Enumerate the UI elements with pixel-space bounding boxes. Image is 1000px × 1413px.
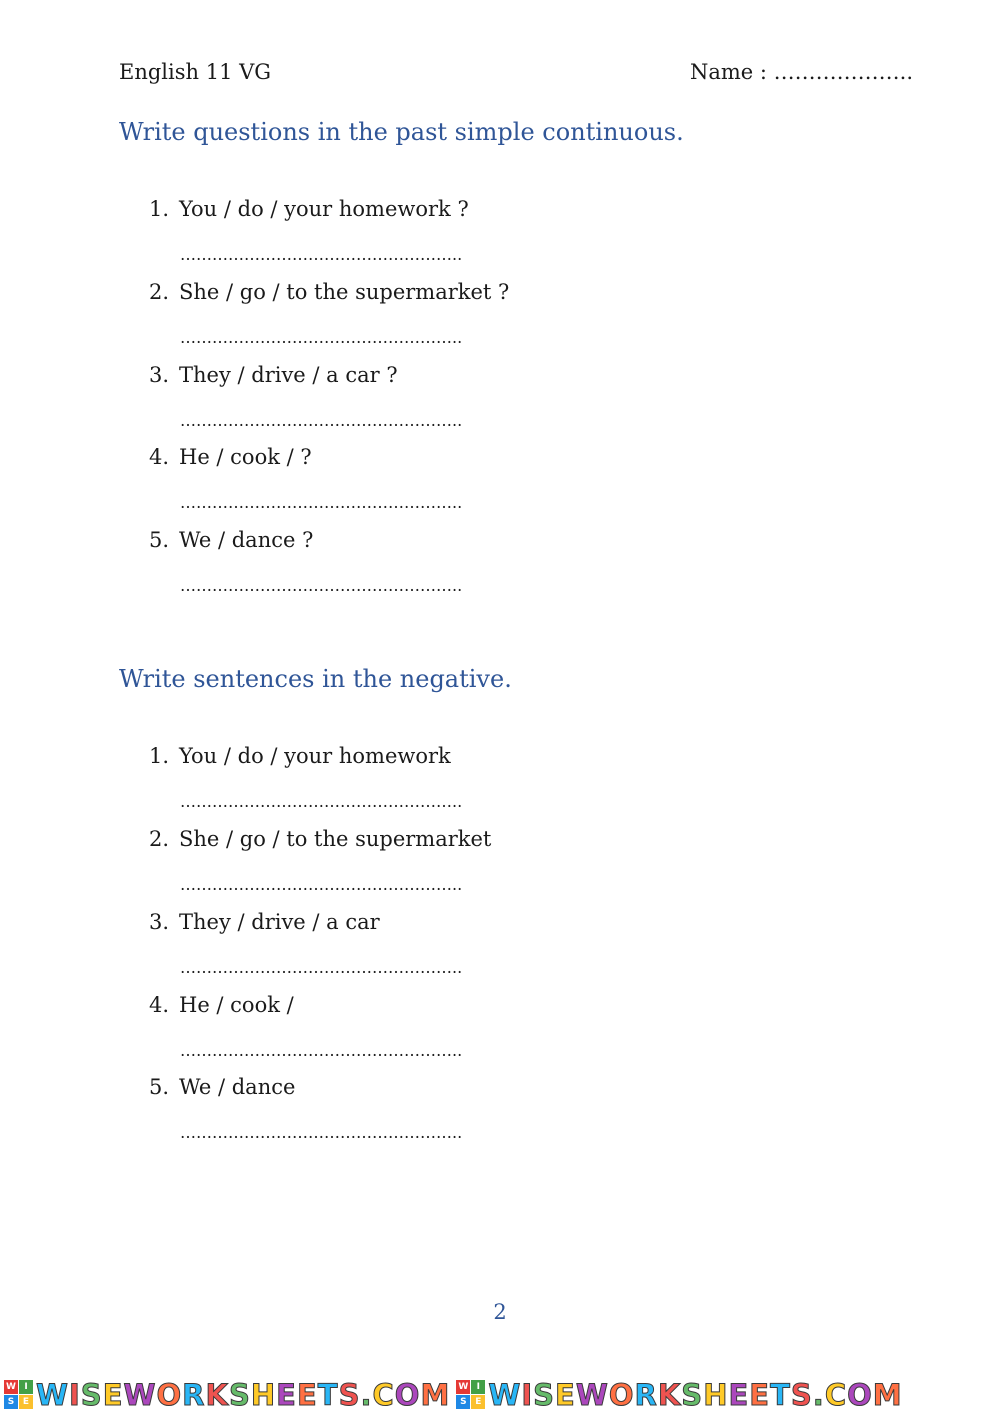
answer-line[interactable]: …………………………………………….. — [180, 1123, 463, 1142]
brand-letter: S — [228, 1377, 251, 1412]
item-number: 3. — [149, 363, 170, 387]
brand-letter: S — [80, 1377, 103, 1412]
brand-letter: O — [394, 1377, 421, 1412]
brand-letter: O — [608, 1377, 635, 1412]
item-text: We / dance — [179, 1075, 296, 1099]
brand-letter: S — [338, 1377, 361, 1412]
brand-letter: E — [102, 1377, 124, 1412]
answer-line[interactable]: …………………………………………….. — [180, 576, 463, 595]
brand-letter: C — [372, 1377, 395, 1412]
course-title: English 11 VG — [119, 60, 272, 84]
answer-line[interactable]: …………………………………………….. — [180, 411, 463, 430]
item-text: We / dance ? — [179, 528, 314, 552]
brand-letter: E — [555, 1377, 576, 1412]
brand-letter: O — [156, 1377, 183, 1412]
brand-letter: S — [533, 1377, 555, 1412]
watermark-unit — [4, 1378, 450, 1412]
item-number: 2. — [149, 280, 170, 304]
item-text: He / cook / ? — [179, 445, 312, 469]
section-1-heading: Write questions in the past simple continuous. — [119, 118, 684, 146]
brand-letter: T — [770, 1377, 791, 1412]
item-text: He / cook / — [179, 993, 294, 1017]
brand-letter: I — [69, 1377, 81, 1412]
answer-line[interactable]: …………………………………………….. — [180, 245, 463, 264]
answer-line[interactable]: …………………………………………….. — [180, 875, 463, 894]
answer-line[interactable]: …………………………………………….. — [180, 958, 463, 977]
logo-icon — [456, 1380, 485, 1409]
item-number: 3. — [149, 910, 170, 934]
answer-line[interactable]: …………………………………………….. — [180, 1041, 463, 1060]
item-text: They / drive / a car ? — [179, 363, 398, 387]
item-text: She / go / to the supermarket ? — [179, 280, 510, 304]
brand-letter: C — [824, 1377, 848, 1412]
brand-letter: O — [847, 1377, 873, 1412]
brand-letter: K — [657, 1377, 682, 1412]
logo-block: W — [4, 1380, 18, 1394]
item-number: 5. — [149, 528, 170, 552]
brand-letter: W — [488, 1377, 522, 1412]
name-field: Name : ……………….. — [690, 60, 914, 84]
question-item-4 — [149, 445, 312, 469]
negative-item-1 — [149, 744, 451, 768]
brand-text — [488, 1378, 902, 1412]
brand-letter: T — [317, 1377, 339, 1412]
watermark-unit — [456, 1378, 902, 1412]
brand-letter: E — [749, 1377, 771, 1412]
question-item-3 — [149, 363, 398, 387]
logo-block: W — [456, 1380, 470, 1394]
page-number: 2 — [493, 1300, 507, 1324]
brand-letter: E — [276, 1377, 297, 1412]
brand-letter: M — [872, 1377, 903, 1412]
footer-watermark — [0, 1376, 1000, 1413]
question-item-5 — [149, 528, 313, 552]
answer-line[interactable]: …………………………………………….. — [180, 792, 463, 811]
brand-letter: S — [790, 1377, 813, 1412]
brand-letter: M — [420, 1377, 451, 1412]
brand-letter: S — [681, 1377, 704, 1412]
brand-letter: . — [812, 1377, 825, 1412]
logo-block: S — [4, 1395, 18, 1409]
item-number: 4. — [149, 445, 170, 469]
negative-item-3 — [149, 910, 380, 934]
brand-letter: H — [250, 1377, 277, 1412]
logo-block: E — [19, 1395, 33, 1409]
brand-letter: K — [205, 1377, 229, 1412]
question-item-1 — [149, 197, 469, 221]
brand-letter: E — [728, 1377, 750, 1412]
item-number: 1. — [149, 197, 170, 221]
logo-block: E — [471, 1395, 485, 1409]
brand-letter: W — [36, 1377, 69, 1412]
item-number: 5. — [149, 1075, 170, 1099]
item-number: 2. — [149, 827, 170, 851]
negative-item-5 — [149, 1075, 295, 1099]
logo-block: S — [456, 1395, 470, 1409]
brand-letter: E — [296, 1377, 318, 1412]
item-text: They / drive / a car — [179, 910, 380, 934]
item-text: You / do / your homework — [179, 744, 451, 768]
negative-item-4 — [149, 993, 294, 1017]
item-number: 1. — [149, 744, 170, 768]
item-number: 4. — [149, 993, 170, 1017]
logo-block: I — [471, 1380, 485, 1394]
brand-letter: R — [634, 1377, 658, 1412]
question-item-2 — [149, 280, 509, 304]
brand-letter: W — [575, 1377, 609, 1412]
negative-item-2 — [149, 827, 491, 851]
logo-icon — [4, 1380, 33, 1409]
item-text: She / go / to the supermarket — [179, 827, 492, 851]
brand-letter: H — [703, 1377, 729, 1412]
logo-block: I — [19, 1380, 33, 1394]
brand-letter: I — [521, 1377, 534, 1412]
brand-letter: . — [360, 1377, 373, 1412]
brand-letter: W — [123, 1377, 157, 1412]
section-2-heading: Write sentences in the negative. — [119, 665, 512, 693]
item-text: You / do / your homework ? — [179, 197, 469, 221]
answer-line[interactable]: …………………………………………….. — [180, 493, 463, 512]
brand-text — [36, 1378, 450, 1412]
brand-letter: R — [182, 1377, 206, 1412]
answer-line[interactable]: …………………………………………….. — [180, 328, 463, 347]
